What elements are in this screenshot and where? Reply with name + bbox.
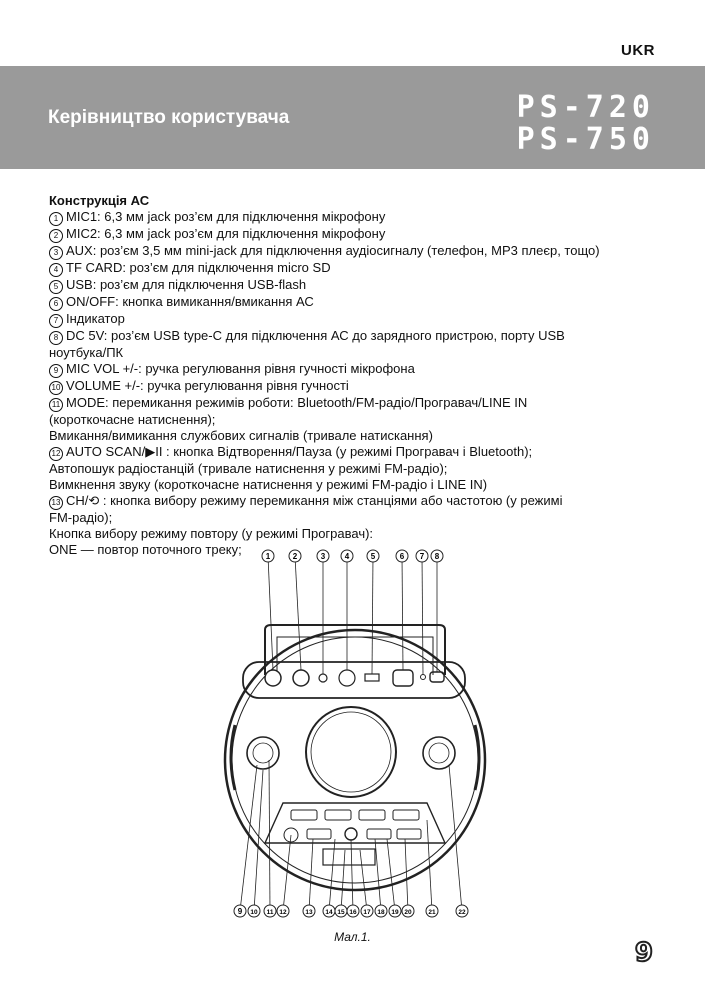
eq-button: [359, 810, 385, 820]
item-number-badge: 5: [49, 280, 63, 294]
fm-plus-button: [397, 829, 421, 839]
item-text: VOLUME +/-: ручка регулювання рівня гучності: [66, 378, 349, 393]
callout-leader: [295, 556, 301, 670]
speaker-diagram: [195, 545, 515, 925]
item-line: [49, 294, 659, 311]
item-number-badge: 12: [49, 447, 63, 461]
item-line: [49, 461, 659, 477]
item-line: [49, 328, 659, 345]
light-button: [325, 810, 351, 820]
item-text: Вимкнення звуку (короткочасне натиснення у режимі FM-радіо і LINE IN): [49, 477, 488, 492]
item-line: [49, 260, 659, 277]
item-text: Вмикання/вимикання службових сигналів (тривале натискання): [49, 428, 433, 443]
item-text: ноутбука/ПК: [49, 345, 124, 360]
page-number: 9: [634, 938, 653, 968]
model-ps720: PS-720: [516, 90, 655, 125]
item-text: Індикатор: [66, 311, 125, 326]
item-number-badge: 3: [49, 246, 63, 260]
item-line: [49, 477, 659, 493]
item-line: [49, 378, 659, 395]
callout-label: 22: [458, 909, 466, 916]
aux-jack: [319, 674, 327, 682]
item-line: [49, 493, 659, 510]
callout-leader: [329, 839, 335, 911]
callout-leader: [372, 556, 373, 674]
indicator-led: [421, 675, 426, 680]
callout-label: 15: [337, 909, 345, 916]
callout-leader: [341, 850, 345, 911]
tf-card-slot: [339, 670, 355, 686]
item-number-badge: 2: [49, 229, 63, 243]
callout-label: 7: [419, 552, 425, 561]
callout-leader: [405, 839, 408, 911]
callout-leader: [269, 760, 270, 911]
item-line: [49, 277, 659, 294]
item-line: [49, 526, 659, 542]
item-text: Кнопка вибору режиму повтору (у режимі Програвач):: [49, 526, 374, 541]
item-line: [49, 209, 659, 226]
construction-section: [49, 193, 659, 558]
callout-group: [234, 550, 468, 917]
del-rec-button: [393, 810, 419, 820]
item-text: ONE — повтор поточного треку;: [49, 542, 242, 557]
callout-label: 18: [377, 909, 385, 916]
callout-label: 14: [325, 909, 333, 916]
language-label: UKR: [621, 42, 655, 59]
callout-label: 6: [399, 552, 405, 561]
callout-label: 21: [428, 909, 436, 916]
callout-leader: [375, 839, 381, 911]
item-text: AUX: роз’єм 3,5 мм mini-jack для підключення аудіосигналу (телефон, MP3 плеєр, тощо): [66, 243, 600, 258]
mode-knob-inner: [429, 743, 449, 763]
item-number-badge: 7: [49, 314, 63, 328]
right-grille: [475, 725, 479, 790]
callout-label: 1: [265, 552, 271, 561]
callout-label: 13: [305, 909, 313, 916]
item-number-badge: 8: [49, 331, 63, 345]
callout-label: 11: [266, 909, 274, 916]
woofer-inner: [311, 712, 391, 792]
item-text: MIC2: 6,3 мм jack роз’єм для підключення мікрофону: [66, 226, 386, 241]
fm-minus-button: [367, 829, 391, 839]
item-line: [49, 444, 659, 461]
item-number-badge: 11: [49, 398, 63, 412]
callout-label: 19: [391, 909, 399, 916]
callout-leader: [360, 850, 367, 911]
control-panel: [265, 803, 445, 843]
item-number-badge: 6: [49, 297, 63, 311]
usb-port: [365, 674, 379, 681]
item-line: [49, 395, 659, 412]
item-text: DC 5V: роз’єм USB type-C для підключення АС до зарядного пристрою, порту USB: [66, 328, 565, 343]
item-list: [49, 209, 659, 558]
section-heading: Конструкція АС: [49, 193, 150, 208]
item-line: [49, 345, 659, 361]
item-text: CH/⟲ : кнопка вибору режиму перемикання між станціями або частотою (у режимі: [66, 493, 563, 508]
callout-leader: [268, 556, 273, 670]
item-text: AUTO SCAN/▶II : кнопка Відтворення/Пауза (у режимі Програвач і Bluetooth);: [66, 444, 533, 459]
item-line: [49, 428, 659, 444]
callout-label: 3: [320, 552, 326, 561]
item-line: [49, 226, 659, 243]
handle: [265, 625, 445, 675]
item-number-badge: 4: [49, 263, 63, 277]
display: [323, 849, 375, 865]
ch-button: [307, 829, 331, 839]
model-ps750: PS-750: [516, 122, 655, 157]
left-grille: [231, 725, 235, 790]
item-text: Автопошук радіостанцій (тривале натиснення у режимі FM-радіо);: [49, 461, 448, 476]
callout-label: 8: [434, 552, 440, 561]
item-text: MIC1: 6,3 мм jack роз’єм для підключення мікрофону: [66, 209, 386, 224]
item-text: ON/OFF: кнопка вимикання/вмикання АС: [66, 294, 314, 309]
item-line: [49, 412, 659, 428]
mode-button: [291, 810, 317, 820]
mic2-jack: [293, 670, 309, 686]
mode-knob: [423, 737, 455, 769]
item-text: MODE: перемикання режимів роботи: Bluetooth/FM-радіо/Програвач/LINE IN: [66, 395, 528, 410]
item-number-badge: 9: [49, 364, 63, 378]
callout-label: 12: [279, 909, 287, 916]
mic-vol-knob-inner: [253, 743, 273, 763]
callout-leader: [402, 556, 403, 670]
item-text: MIC VOL +/-: ручка регулювання рівня гучності мікрофона: [66, 361, 415, 376]
item-line: [49, 361, 659, 378]
callout-label: 4: [344, 552, 350, 561]
item-text: (короткочасне натиснення);: [49, 412, 216, 427]
callout-label: 20: [404, 909, 412, 916]
callout-label: 9: [237, 907, 243, 916]
item-text: USB: роз’єм для підключення USB-flash: [66, 277, 307, 292]
item-number-badge: 10: [49, 381, 63, 395]
header-banner: [0, 66, 705, 169]
item-text: TF CARD: роз’єм для підключення micro SD: [66, 260, 331, 275]
mic1-jack: [265, 670, 281, 686]
mic-vol-knob: [247, 737, 279, 769]
speaker-drawing: [195, 545, 515, 925]
callout-label: 5: [370, 552, 376, 561]
callout-label: 16: [349, 909, 357, 916]
figure-caption: Мал.1.: [334, 930, 371, 944]
callout-label: 2: [292, 552, 298, 561]
callout-leader: [240, 765, 257, 911]
callout-label: 17: [363, 909, 371, 916]
callout-leader: [351, 840, 353, 911]
item-text: FM-радіо);: [49, 510, 113, 525]
item-line: [49, 243, 659, 260]
callout-leader: [387, 839, 395, 911]
manual-title: Керівництво користувача: [48, 107, 290, 128]
callout-label: 10: [250, 909, 258, 916]
power-switch: [393, 670, 413, 686]
woofer: [306, 707, 396, 797]
rec-jack: [345, 828, 357, 840]
item-number-badge: 1: [49, 212, 63, 226]
item-line: [49, 510, 659, 526]
item-number-badge: 13: [49, 496, 63, 510]
item-line: [49, 311, 659, 328]
